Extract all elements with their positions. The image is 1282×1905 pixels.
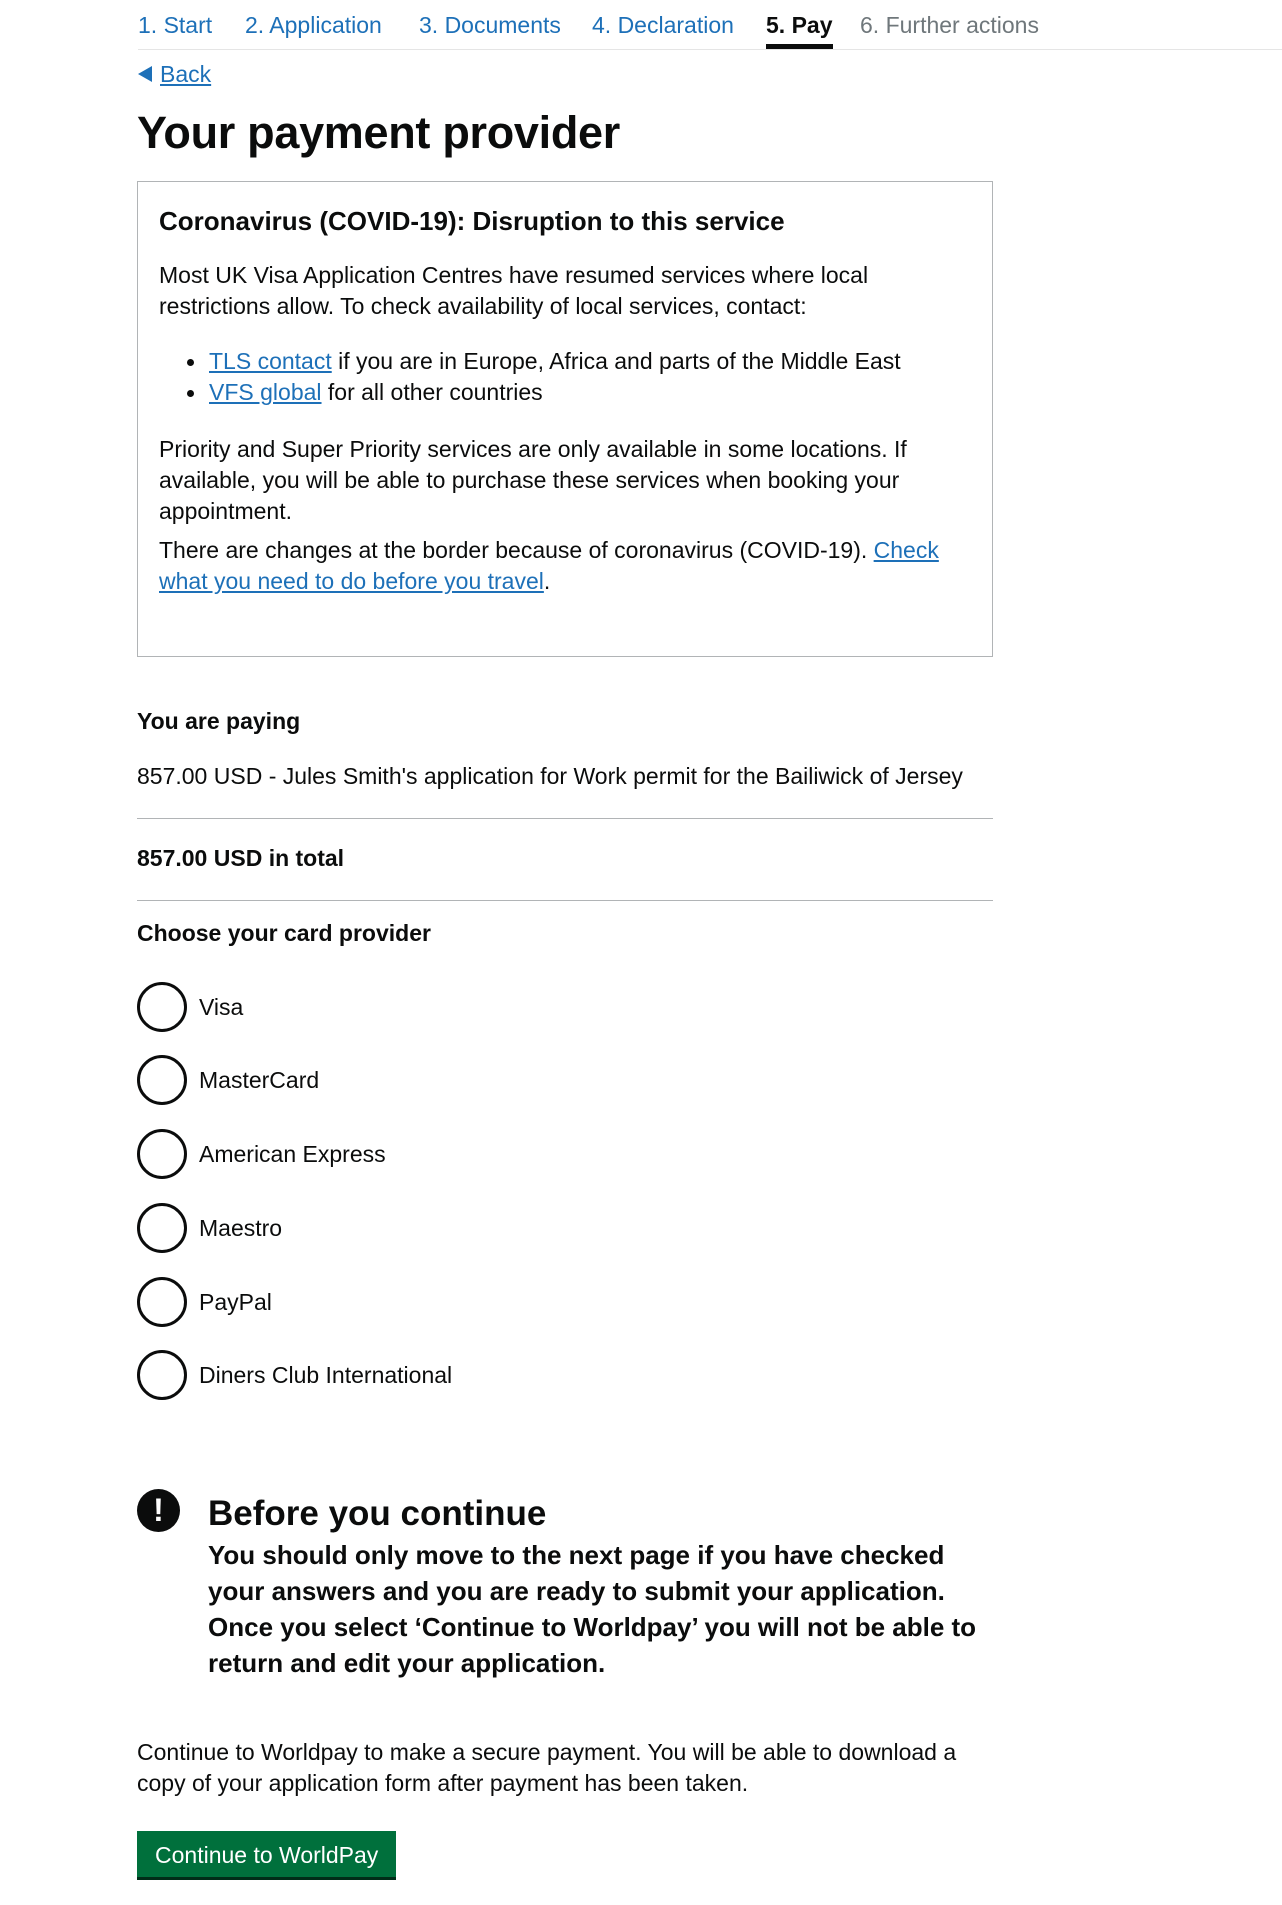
warning-text [208, 1537, 988, 1681]
check-travel-link-part1[interactable]: Check [873, 537, 939, 563]
warning-line2: your answers and you are ready to submit your application. [208, 1576, 945, 1606]
radio-circle[interactable] [137, 1055, 187, 1105]
notice-title: Coronavirus (COVID-19): Disruption to this service [159, 206, 785, 236]
covid-notice [137, 181, 993, 657]
check-travel-link-part2[interactable]: what you need to do before you travel [159, 568, 544, 594]
warning-icon: ! [137, 1489, 180, 1532]
radio-label[interactable]: American Express [199, 1141, 386, 1167]
page-title: Your payment provider [137, 107, 620, 158]
notice-intro [159, 260, 959, 322]
radio-circle[interactable] [137, 982, 187, 1032]
notice-priority-line2: available, you will be able to purchase these services when booking your [159, 467, 900, 493]
paying-heading: You are paying [137, 708, 301, 734]
notice-priority-line3: appointment. [159, 498, 292, 524]
notice-priority [159, 434, 959, 527]
continue-info-line1: Continue to Worldpay to make a secure payment. You will be able to download a [137, 1739, 957, 1765]
radio-label[interactable]: Visa [199, 994, 244, 1020]
step-documents[interactable]: 3. Documents [419, 12, 561, 38]
vfs-global-link[interactable]: VFS global [209, 379, 322, 405]
radio-circle[interactable] [137, 1129, 187, 1179]
radio-label[interactable]: Diners Club International [199, 1362, 453, 1388]
back-link[interactable]: Back [160, 61, 212, 87]
continue-info-line2: copy of your application form after payment has been taken. [137, 1770, 749, 1796]
step-start[interactable]: 1. Start [138, 12, 213, 38]
notice-intro-line1: Most UK Visa Application Centres have resumed services where local [159, 262, 869, 288]
divider [137, 900, 993, 901]
paying-detail: 857.00 USD - Jules Smith's application for Work permit for the Bailiwick of Jersey [137, 763, 963, 789]
radio-label[interactable]: Maestro [199, 1215, 283, 1241]
list-item [209, 346, 901, 377]
warning-line1: You should only move to the next page if you have checked [208, 1540, 945, 1570]
radio-label[interactable]: PayPal [199, 1289, 272, 1315]
continue-info [137, 1737, 956, 1799]
vfs-global-text: for all other countries [321, 379, 543, 405]
step-application[interactable]: 2. Application [245, 12, 382, 38]
divider [137, 818, 993, 819]
radio-circle[interactable] [137, 1350, 187, 1400]
card-provider-heading: Choose your card provider [137, 920, 431, 946]
back-arrow-icon [138, 66, 152, 82]
list-item [209, 377, 901, 408]
paying-total: 857.00 USD in total [137, 845, 345, 871]
tls-contact-text: if you are in Europe, Africa and parts of the Middle East [331, 348, 901, 374]
notice-border-end: . [543, 568, 551, 594]
radio-circle[interactable] [137, 1203, 187, 1253]
notice-intro-line2: restrictions allow. To check availability of local services, contact: [159, 293, 807, 319]
warning-line4: return and edit your application. [208, 1648, 606, 1678]
provider-contact-list [159, 346, 901, 408]
warning-title: Before you continue [208, 1494, 547, 1533]
radio-circle[interactable] [137, 1277, 187, 1327]
notice-border-text: There are changes at the border because of coronavirus (COVID-19). [159, 537, 874, 563]
notice-priority-line1: Priority and Super Priority services are only available in some locations. If [159, 436, 907, 462]
back-link-container [138, 60, 211, 88]
progress-steps [138, 0, 1282, 50]
tls-contact-link[interactable]: TLS contact [209, 348, 332, 374]
step-further-actions: 6. Further actions [860, 12, 1039, 38]
step-declaration[interactable]: 4. Declaration [592, 12, 734, 38]
step-pay-current: 5. Pay [766, 12, 833, 38]
continue-to-worldpay-button[interactable]: Continue to WorldPay [137, 1831, 396, 1877]
notice-border [159, 535, 959, 597]
radio-label[interactable]: MasterCard [199, 1067, 320, 1093]
warning-line3: Once you select ‘Continue to Worldpay’ you will not be able to [208, 1612, 977, 1642]
